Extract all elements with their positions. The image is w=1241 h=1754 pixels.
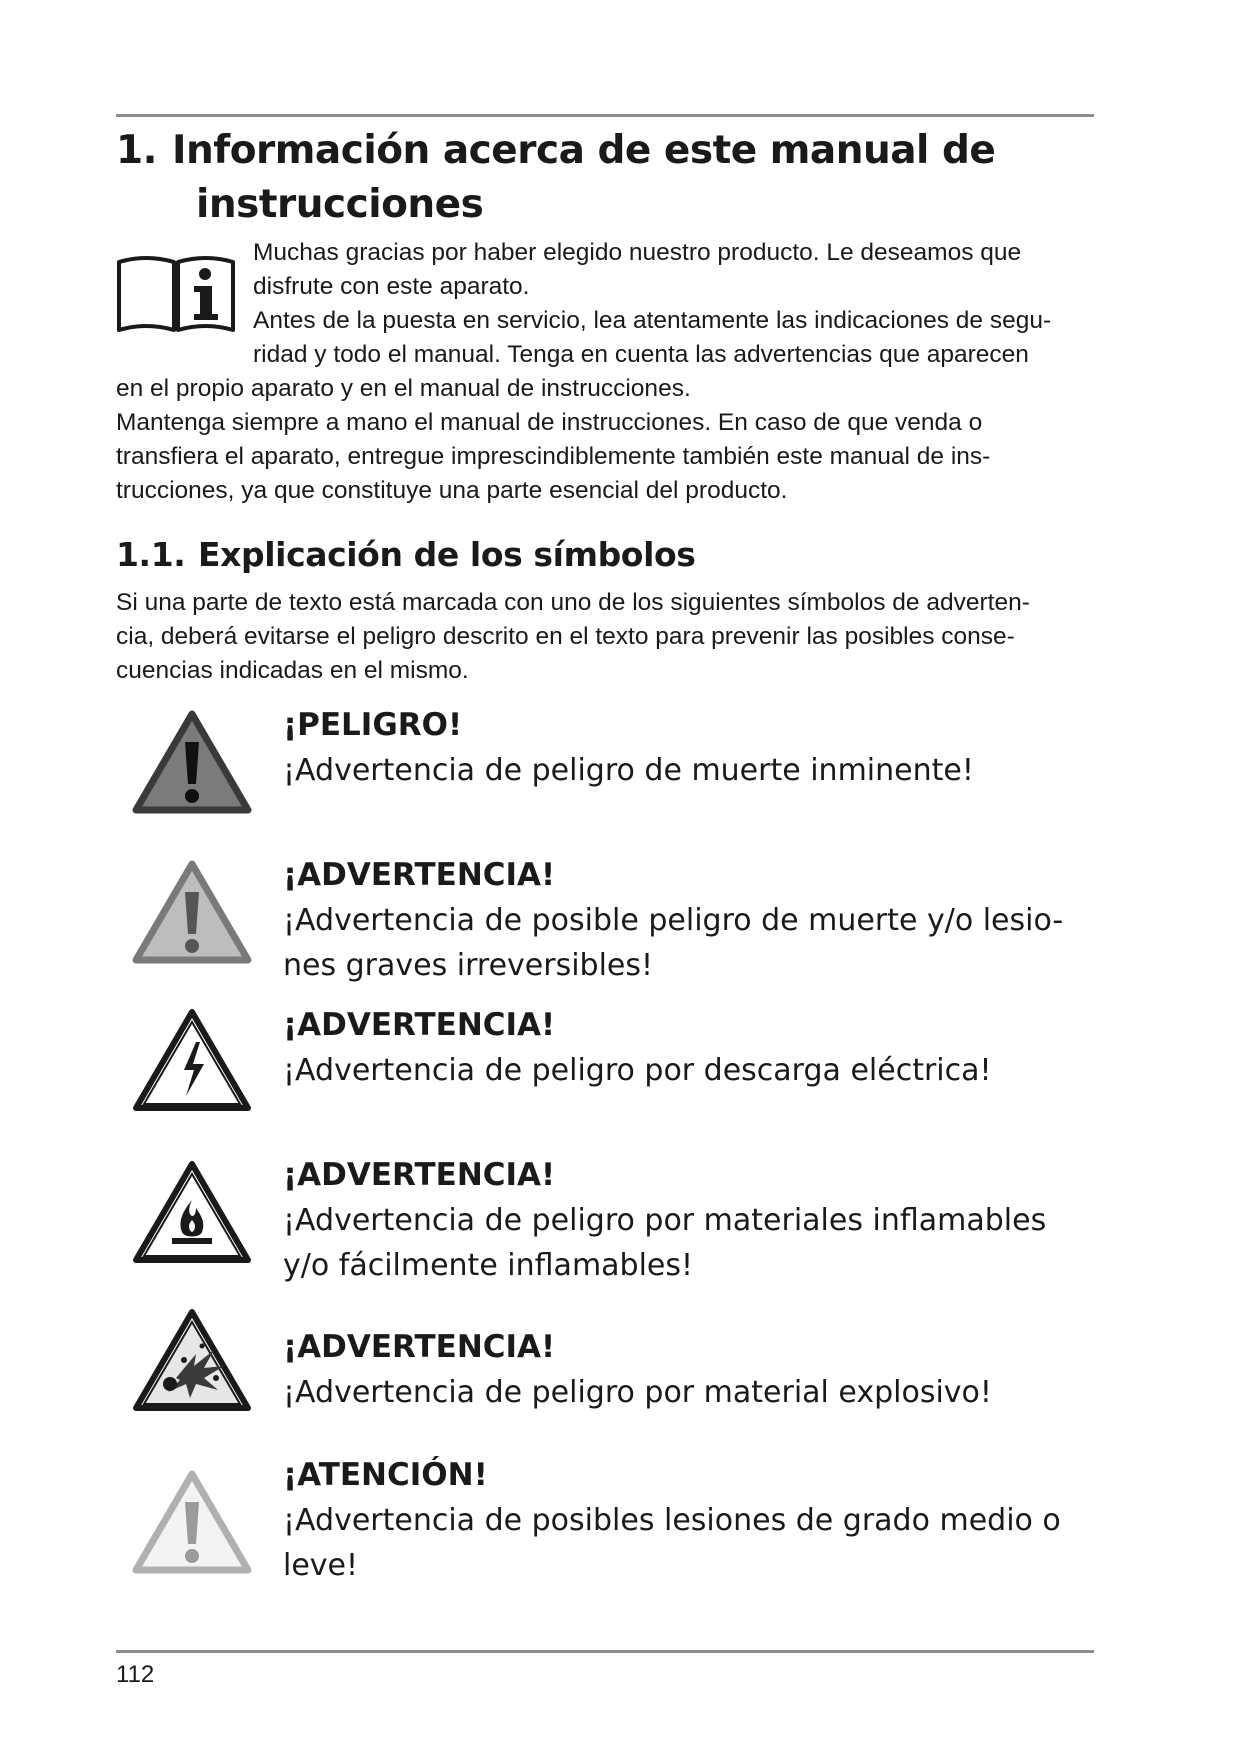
warning-title: ¡PELIGRO!: [283, 707, 463, 743]
symbols-intro-line: Si una parte de texto está marcada con uno de los siguientes símbolos de adverten-: [116, 589, 1030, 616]
symbols-intro-text: [116, 586, 1100, 688]
subsection-title: Explicación de los símbolos: [198, 535, 696, 574]
symbols-intro-line: cuencias indicadas en el mismo.: [116, 657, 469, 684]
intro-line: transfiera el aparato, entregue imprescindiblemente también este manual de ins-: [116, 443, 991, 470]
danger-exclamation-icon: [130, 708, 254, 816]
intro-line: Muchas gracias por haber elegido nuestro producto. Le deseamos que: [253, 239, 1022, 266]
warning-text: [283, 1198, 1083, 1288]
explosive-icon: [130, 1306, 254, 1414]
section-heading: [116, 124, 995, 232]
intro-line: Antes de la puesta en servicio, lea atentamente las indicaciones de segu-: [253, 307, 1052, 334]
flammable-icon: [130, 1158, 254, 1266]
warning-text: [283, 748, 1083, 793]
bottom-rule: [116, 1650, 1094, 1653]
warning-text-line: ¡Advertencia de peligro por descarga eléctrica!: [283, 1053, 992, 1088]
warning-text-line: ¡Advertencia de posibles lesiones de grado medio o: [283, 1503, 1061, 1538]
warning-text-line: ¡Advertencia de peligro de muerte inminente!: [283, 753, 974, 788]
warning-exclamation-icon: [130, 858, 254, 966]
intro-line: ridad y todo el manual. Tenga en cuenta las advertencias que aparecen: [253, 341, 1029, 368]
subsection-number: 1.1.: [116, 535, 186, 574]
intro-text: [116, 236, 1100, 508]
top-rule: [116, 114, 1094, 117]
warning-text: [283, 1370, 1083, 1415]
warning-title: ¡ADVERTENCIA!: [283, 857, 556, 893]
caution-exclamation-icon: [130, 1468, 254, 1576]
warning-text-line: ¡Advertencia de peligro por material explosivo!: [283, 1375, 992, 1410]
warning-title: ¡ATENCIÓN!: [283, 1457, 488, 1493]
intro-line: trucciones, ya que constituye una parte esencial del producto.: [116, 477, 788, 504]
warning-title: ¡ADVERTENCIA!: [283, 1007, 556, 1043]
section-number: 1.: [116, 128, 157, 173]
subsection-heading: [116, 530, 696, 580]
section-title-line2: instrucciones: [196, 182, 484, 227]
warning-text-line: ¡Advertencia de peligro por materiales inflamables: [283, 1203, 1047, 1238]
warning-text: [283, 1048, 1083, 1093]
intro-line: Mantenga siempre a mano el manual de instrucciones. En caso de que venda o: [116, 409, 983, 436]
warning-text-line: nes graves irreversibles!: [283, 948, 654, 983]
page-number: 112: [116, 1661, 155, 1688]
warning-text-line: ¡Advertencia de posible peligro de muerte y/o lesio-: [283, 903, 1064, 938]
section-title-line1: Información acerca de este manual de: [172, 128, 996, 173]
electric-shock-icon: [130, 1006, 254, 1114]
intro-line: disfrute con este aparato.: [253, 273, 530, 300]
symbols-intro-line: cia, deberá evitarse el peligro descrito en el texto para prevenir las posibles conse-: [116, 623, 1015, 650]
warning-title: ¡ADVERTENCIA!: [283, 1157, 556, 1193]
warning-text: [283, 898, 1083, 988]
warning-text-line: y/o fácilmente inflamables!: [283, 1248, 694, 1283]
warning-title: ¡ADVERTENCIA!: [283, 1329, 556, 1365]
warning-text-line: leve!: [283, 1548, 359, 1583]
intro-line: en el propio aparato y en el manual de instrucciones.: [116, 375, 691, 402]
warning-text: [283, 1498, 1083, 1588]
